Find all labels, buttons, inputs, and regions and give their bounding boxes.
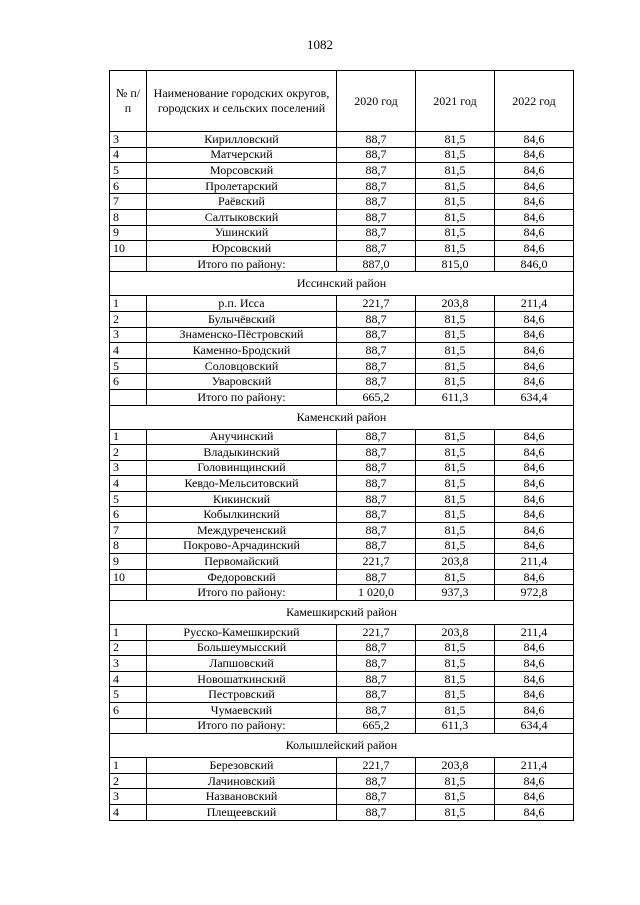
settlement-name: Лачиновский	[147, 773, 337, 789]
settlement-name: Первомайский	[147, 554, 337, 570]
header-2021: 2021 год	[416, 71, 495, 132]
settlement-name: Салтыковский	[147, 209, 337, 225]
table-row	[110, 460, 574, 476]
total-2022: 634,4	[495, 718, 574, 734]
value-2022: 84,6	[495, 445, 574, 461]
row-number: 7	[110, 194, 147, 210]
row-number: 1	[110, 296, 147, 312]
value-2022: 84,6	[495, 569, 574, 585]
row-number: 6	[110, 703, 147, 719]
region-heading: Каменский район	[110, 405, 574, 429]
settlements-table	[109, 70, 574, 821]
value-2022: 84,6	[495, 491, 574, 507]
value-2022: 84,6	[495, 343, 574, 359]
settlement-name: Чумаевский	[147, 703, 337, 719]
value-2020: 88,7	[337, 491, 416, 507]
value-2021: 81,5	[416, 773, 495, 789]
row-number: 6	[110, 374, 147, 390]
value-2020: 88,7	[337, 538, 416, 554]
table-row	[110, 569, 574, 585]
settlement-name: Кобылкинский	[147, 507, 337, 523]
settlement-name: Матчерский	[147, 147, 337, 163]
value-2022: 84,6	[495, 523, 574, 539]
value-2021: 81,5	[416, 327, 495, 343]
total-2020: 1 020,0	[337, 585, 416, 601]
row-number: 3	[110, 132, 147, 148]
value-2020: 88,7	[337, 804, 416, 820]
value-2020: 88,7	[337, 178, 416, 194]
value-2021: 81,5	[416, 523, 495, 539]
table-row	[110, 445, 574, 461]
value-2021: 81,5	[416, 476, 495, 492]
settlement-name: Каменно-Бродский	[147, 343, 337, 359]
value-2020: 88,7	[337, 460, 416, 476]
header-2020: 2020 год	[337, 71, 416, 132]
value-2021: 81,5	[416, 358, 495, 374]
value-2020: 88,7	[337, 476, 416, 492]
total-number-empty	[110, 256, 147, 272]
total-2021: 815,0	[416, 256, 495, 272]
value-2021: 81,5	[416, 671, 495, 687]
header-number: № п/п	[110, 71, 147, 132]
settlement-name: Владыкинский	[147, 445, 337, 461]
table-row	[110, 429, 574, 445]
value-2022: 84,6	[495, 178, 574, 194]
table-row	[110, 538, 574, 554]
value-2021: 203,8	[416, 296, 495, 312]
value-2020: 88,7	[337, 687, 416, 703]
table-row	[110, 640, 574, 656]
total-2020: 665,2	[337, 718, 416, 734]
region-heading-row	[110, 734, 574, 758]
value-2022: 84,6	[495, 640, 574, 656]
settlement-name: Лапшовский	[147, 656, 337, 672]
value-2021: 81,5	[416, 445, 495, 461]
value-2020: 88,7	[337, 703, 416, 719]
value-2021: 81,5	[416, 241, 495, 257]
settlement-name: Плещеевский	[147, 804, 337, 820]
region-heading-row	[110, 405, 574, 429]
settlement-name: Покрово-Арчадинский	[147, 538, 337, 554]
value-2021: 81,5	[416, 640, 495, 656]
settlement-name: Большеумысский	[147, 640, 337, 656]
total-label: Итого по району:	[147, 585, 337, 601]
table-row	[110, 758, 574, 774]
value-2022: 211,4	[495, 625, 574, 641]
value-2020: 88,7	[337, 429, 416, 445]
value-2020: 88,7	[337, 163, 416, 179]
row-number: 8	[110, 538, 147, 554]
table-row	[110, 554, 574, 570]
value-2022: 84,6	[495, 225, 574, 241]
row-number: 5	[110, 687, 147, 703]
table-row	[110, 625, 574, 641]
value-2020: 88,7	[337, 523, 416, 539]
value-2022: 84,6	[495, 132, 574, 148]
row-number: 3	[110, 656, 147, 672]
value-2022: 84,6	[495, 241, 574, 257]
row-number: 9	[110, 225, 147, 241]
row-number: 6	[110, 507, 147, 523]
header-row	[110, 71, 574, 132]
settlement-name: Морсовский	[147, 163, 337, 179]
row-number: 2	[110, 311, 147, 327]
total-row	[110, 256, 574, 272]
value-2021: 81,5	[416, 209, 495, 225]
table-row	[110, 241, 574, 257]
table-row	[110, 209, 574, 225]
value-2022: 211,4	[495, 758, 574, 774]
table-row	[110, 343, 574, 359]
settlement-name: Кикинский	[147, 491, 337, 507]
settlement-name: Русско-Камешкирский	[147, 625, 337, 641]
total-2022: 972,8	[495, 585, 574, 601]
row-number: 2	[110, 445, 147, 461]
value-2022: 84,6	[495, 703, 574, 719]
settlement-name: Новошаткинский	[147, 671, 337, 687]
total-number-empty	[110, 389, 147, 405]
settlement-name: Булычёвский	[147, 311, 337, 327]
value-2022: 84,6	[495, 687, 574, 703]
table-row	[110, 225, 574, 241]
value-2021: 81,5	[416, 538, 495, 554]
total-2020: 887,0	[337, 256, 416, 272]
row-number: 4	[110, 476, 147, 492]
value-2020: 88,7	[337, 241, 416, 257]
value-2022: 211,4	[495, 554, 574, 570]
value-2021: 81,5	[416, 163, 495, 179]
table-row	[110, 374, 574, 390]
row-number: 5	[110, 163, 147, 179]
total-2022: 634,4	[495, 389, 574, 405]
table-row	[110, 163, 574, 179]
table-row	[110, 687, 574, 703]
table-header	[110, 71, 574, 132]
value-2022: 84,6	[495, 460, 574, 476]
value-2021: 81,5	[416, 687, 495, 703]
region-heading: Камешкирский район	[110, 601, 574, 625]
row-number: 3	[110, 327, 147, 343]
value-2020: 221,7	[337, 296, 416, 312]
settlement-name: Юрсовский	[147, 241, 337, 257]
total-row	[110, 718, 574, 734]
row-number: 1	[110, 758, 147, 774]
value-2021: 81,5	[416, 343, 495, 359]
region-heading-row	[110, 601, 574, 625]
value-2021: 81,5	[416, 311, 495, 327]
row-number: 5	[110, 491, 147, 507]
value-2020: 88,7	[337, 445, 416, 461]
table-row	[110, 296, 574, 312]
table-row	[110, 507, 574, 523]
value-2021: 203,8	[416, 625, 495, 641]
total-number-empty	[110, 585, 147, 601]
row-number: 10	[110, 241, 147, 257]
total-label: Итого по району:	[147, 256, 337, 272]
value-2021: 81,5	[416, 460, 495, 476]
value-2020: 88,7	[337, 225, 416, 241]
total-row	[110, 585, 574, 601]
value-2022: 84,6	[495, 538, 574, 554]
value-2020: 88,7	[337, 358, 416, 374]
value-2020: 88,7	[337, 374, 416, 390]
value-2022: 84,6	[495, 163, 574, 179]
value-2021: 81,5	[416, 194, 495, 210]
settlement-name: Головинщинский	[147, 460, 337, 476]
row-number: 4	[110, 804, 147, 820]
value-2022: 84,6	[495, 429, 574, 445]
value-2020: 88,7	[337, 132, 416, 148]
value-2020: 88,7	[337, 194, 416, 210]
value-2020: 88,7	[337, 507, 416, 523]
table-row	[110, 178, 574, 194]
total-2021: 937,3	[416, 585, 495, 601]
value-2022: 84,6	[495, 773, 574, 789]
value-2021: 81,5	[416, 429, 495, 445]
row-number: 4	[110, 671, 147, 687]
total-row	[110, 389, 574, 405]
value-2022: 84,6	[495, 374, 574, 390]
value-2022: 84,6	[495, 804, 574, 820]
row-number: 7	[110, 523, 147, 539]
value-2022: 84,6	[495, 311, 574, 327]
header-2022: 2022 год	[495, 71, 574, 132]
value-2020: 221,7	[337, 554, 416, 570]
row-number: 4	[110, 343, 147, 359]
value-2022: 84,6	[495, 327, 574, 343]
value-2020: 88,7	[337, 640, 416, 656]
row-number: 5	[110, 358, 147, 374]
header-name: Наименование городских округов, городских и сельских поселений	[147, 71, 337, 132]
value-2021: 81,5	[416, 132, 495, 148]
settlement-name: Березовский	[147, 758, 337, 774]
table-row	[110, 523, 574, 539]
value-2022: 84,6	[495, 358, 574, 374]
region-heading-row	[110, 272, 574, 296]
value-2020: 88,7	[337, 343, 416, 359]
table-row	[110, 671, 574, 687]
settlement-name: Ушинский	[147, 225, 337, 241]
value-2020: 88,7	[337, 656, 416, 672]
document-table-container	[109, 70, 574, 821]
table-row	[110, 491, 574, 507]
table-row	[110, 147, 574, 163]
settlement-name: Пестровский	[147, 687, 337, 703]
table-row	[110, 358, 574, 374]
value-2021: 81,5	[416, 507, 495, 523]
settlement-name: Кевдо-Мельситовский	[147, 476, 337, 492]
row-number: 2	[110, 640, 147, 656]
value-2021: 81,5	[416, 178, 495, 194]
value-2020: 88,7	[337, 671, 416, 687]
value-2022: 84,6	[495, 656, 574, 672]
row-number: 1	[110, 625, 147, 641]
row-number: 6	[110, 178, 147, 194]
table-row	[110, 194, 574, 210]
table-row	[110, 804, 574, 820]
table-row	[110, 703, 574, 719]
row-number: 10	[110, 569, 147, 585]
value-2020: 88,7	[337, 569, 416, 585]
settlement-name: Кирилловский	[147, 132, 337, 148]
page-number: 1082	[307, 37, 333, 52]
table-row	[110, 476, 574, 492]
total-2022: 846,0	[495, 256, 574, 272]
settlement-name: Соловцовский	[147, 358, 337, 374]
value-2020: 88,7	[337, 147, 416, 163]
row-number: 1	[110, 429, 147, 445]
value-2021: 81,5	[416, 703, 495, 719]
value-2020: 88,7	[337, 209, 416, 225]
settlement-name: р.п. Исса	[147, 296, 337, 312]
value-2021: 81,5	[416, 147, 495, 163]
table-row	[110, 132, 574, 148]
settlement-name: Названовский	[147, 789, 337, 805]
value-2020: 221,7	[337, 625, 416, 641]
value-2021: 81,5	[416, 225, 495, 241]
row-number: 8	[110, 209, 147, 225]
settlement-name: Пролетарский	[147, 178, 337, 194]
value-2020: 88,7	[337, 311, 416, 327]
value-2021: 203,8	[416, 758, 495, 774]
row-number: 2	[110, 773, 147, 789]
row-number: 3	[110, 789, 147, 805]
value-2021: 81,5	[416, 804, 495, 820]
value-2020: 88,7	[337, 789, 416, 805]
value-2020: 221,7	[337, 758, 416, 774]
value-2022: 211,4	[495, 296, 574, 312]
total-2020: 665,2	[337, 389, 416, 405]
value-2020: 88,7	[337, 773, 416, 789]
table-body	[110, 132, 574, 821]
value-2022: 84,6	[495, 476, 574, 492]
table-row	[110, 789, 574, 805]
value-2022: 84,6	[495, 194, 574, 210]
value-2021: 81,5	[416, 656, 495, 672]
row-number: 4	[110, 147, 147, 163]
total-label: Итого по району:	[147, 718, 337, 734]
row-number: 3	[110, 460, 147, 476]
settlement-name: Уваровский	[147, 374, 337, 390]
value-2022: 84,6	[495, 147, 574, 163]
value-2021: 203,8	[416, 554, 495, 570]
table-row	[110, 773, 574, 789]
settlement-name: Раёвский	[147, 194, 337, 210]
value-2021: 81,5	[416, 569, 495, 585]
total-2021: 611,3	[416, 389, 495, 405]
value-2022: 84,6	[495, 209, 574, 225]
total-label: Итого по району:	[147, 389, 337, 405]
row-number: 9	[110, 554, 147, 570]
table-row	[110, 656, 574, 672]
table-row	[110, 327, 574, 343]
value-2021: 81,5	[416, 491, 495, 507]
value-2022: 84,6	[495, 789, 574, 805]
settlement-name: Знаменско-Пёстровский	[147, 327, 337, 343]
region-heading: Иссинский район	[110, 272, 574, 296]
total-2021: 611,3	[416, 718, 495, 734]
value-2021: 81,5	[416, 789, 495, 805]
settlement-name: Федоровский	[147, 569, 337, 585]
table-row	[110, 311, 574, 327]
settlement-name: Междуреченский	[147, 523, 337, 539]
value-2020: 88,7	[337, 327, 416, 343]
settlement-name: Анучинский	[147, 429, 337, 445]
region-heading: Колышлейский район	[110, 734, 574, 758]
value-2021: 81,5	[416, 374, 495, 390]
value-2022: 84,6	[495, 671, 574, 687]
value-2022: 84,6	[495, 507, 574, 523]
total-number-empty	[110, 718, 147, 734]
